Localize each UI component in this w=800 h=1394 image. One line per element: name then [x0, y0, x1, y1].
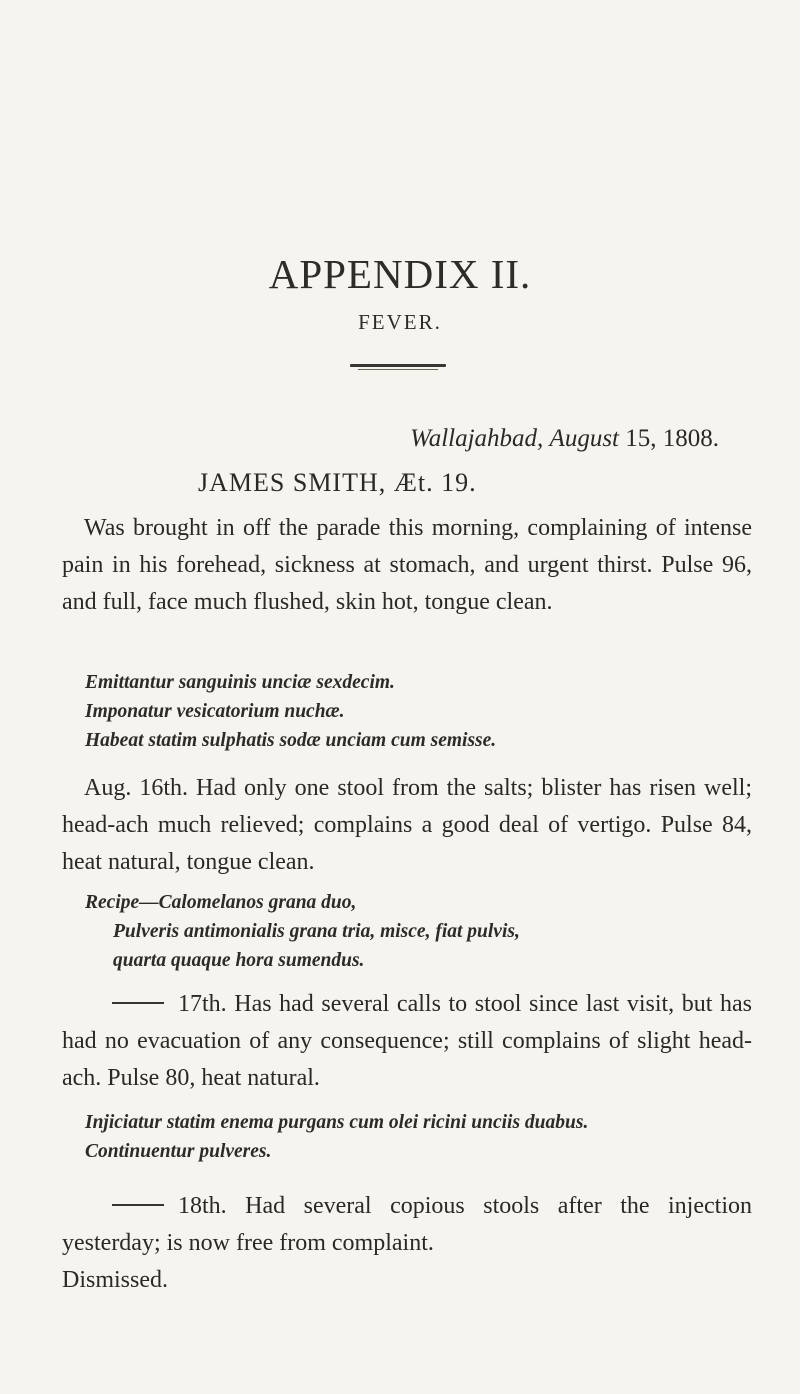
section-title: FEVER.: [358, 310, 442, 334]
prescription-line: Injiciatur statim enema purgans cum olei ricini unciis duabus.: [85, 1112, 589, 1133]
prescription-line: Recipe—Calomelanos grana duo,: [85, 892, 357, 913]
prescription-line: Habeat statim sulphatis sodæ unciam cum semisse.: [85, 730, 497, 751]
entry-2-text: Aug. 16th. Had only one stool from the salts; blister has risen well; head-ach much relieved; complains a good deal of vertigo. Pulse 84, heat natural, tongue clean.: [62, 775, 752, 875]
entry-4-text: 18th. Had several copious stools after the injection yesterday; is now free from complaint.: [62, 1193, 752, 1256]
dateline-day-year: 15, 1808.: [625, 425, 719, 452]
entry-1-prescription: [85, 668, 755, 755]
dateline-month: August: [549, 425, 619, 452]
entry-4-closing: Dismissed.: [62, 1267, 169, 1293]
ditto-dash: [112, 1002, 164, 1004]
prescription-line: Imponatur vesicatorium nuchæ.: [85, 701, 345, 722]
entry-3-text: 17th. Has had several calls to stool since last visit, but has had no evacuation of any consequence; still complains of slight head-ach. Pulse 80, heat natural.: [62, 991, 752, 1091]
prescription-line: Emittantur sanguinis unciæ sexdecim.: [85, 672, 395, 693]
entry-1-text: Was brought in off the parade this morning, complaining of intense pain in his forehead, sickness at stomach, and urgent thirst. Pulse 96, and full, face much flushed, skin hot, tongue clean.: [62, 515, 752, 615]
dateline: [410, 425, 719, 453]
dateline-place: Wallajahbad,: [410, 425, 544, 452]
decorative-rule: [350, 364, 446, 367]
patient-heading: JAMES SMITH, Æt. 19.: [198, 468, 477, 497]
entry-2-prescription: [85, 888, 755, 975]
prescription-line: Pulveris antimonialis grana tria, misce, fiat pulvis,: [113, 921, 520, 942]
prescription-line: quarta quaque hora sumendus.: [113, 950, 365, 971]
entry-3-prescription: [85, 1108, 755, 1166]
ditto-dash: [112, 1204, 164, 1206]
appendix-title: APPENDIX II.: [268, 251, 532, 297]
prescription-line: Continuentur pulveres.: [85, 1141, 272, 1162]
entry-3: [62, 986, 752, 1097]
entry-4: [62, 1188, 752, 1299]
